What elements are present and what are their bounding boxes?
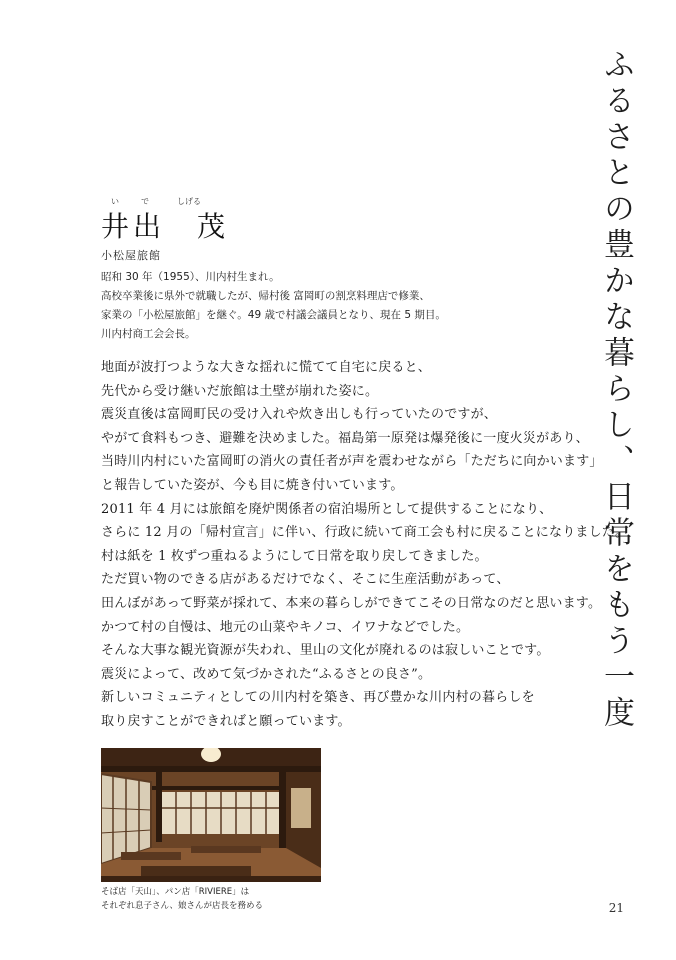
profile-name-block xyxy=(101,196,229,263)
bio-line: 高校卒業後に県外で就職したが、帰村後 富岡町の割烹料理店で修業、 xyxy=(101,290,430,302)
page-number: 21 xyxy=(608,901,624,915)
profile-bio xyxy=(101,268,541,344)
ruby-shigeru: しげる xyxy=(177,197,201,206)
body-line: 震災直後は富岡町民の受け入れや炊き出しも行っていたのですが、 xyxy=(101,407,498,423)
body-line: 震災によって、改めて気づかされた“ふるさとの良さ”。 xyxy=(101,666,432,682)
affiliation: 小松屋旅館 xyxy=(101,249,161,262)
body-line: そんな大事な観光資源が失われ、里山の文化が廃れるのは寂しいことです。 xyxy=(101,643,550,659)
caption-line: そば店「天山」、パン店「RIVIERE」は xyxy=(101,887,250,897)
person-name: 井出 茂 xyxy=(101,210,230,243)
body-line: 2011 年 4 月には旅館を廃炉関係者の宿泊場所として提供することになり、 xyxy=(101,501,553,517)
bio-line: 家業の「小松屋旅館」を継ぐ。49 歳で村議会議員となり、現在 5 期目。 xyxy=(101,309,446,321)
name-ruby xyxy=(101,196,229,210)
body-line: かつて村の自慢は、地元の山菜やキノコ、イワナなどでした。 xyxy=(101,619,470,635)
body-line: 地面が波打つような大きな揺れに慌てて自宅に戻ると、 xyxy=(101,360,432,375)
body-line: 取り戻すことができればと願っています。 xyxy=(101,713,351,729)
body-line: 新しいコミュニティとしての川内村を築き、再び豊かな川内村の暮らしを xyxy=(101,690,535,706)
title-line-2: 日常をもう一度 xyxy=(598,480,634,732)
photo-caption xyxy=(101,885,263,913)
bio-line: 川内村商工会会長。 xyxy=(101,328,196,340)
ryokan-interior-photo xyxy=(101,748,321,882)
ruby-i: い xyxy=(111,197,119,206)
body-line: と報告していた姿が、今も目に焼き付いています。 xyxy=(101,477,404,493)
body-text xyxy=(101,356,641,734)
body-line: 先代から受け継いだ旅館は土壁が崩れた姿に。 xyxy=(101,383,379,399)
body-line: 田んぼがあって野菜が採れて、本来の暮らしができてこその日常なのだと思います。 xyxy=(101,595,602,611)
ruby-de: で xyxy=(141,197,149,206)
body-line: やがて食料もつき、避難を決めました。福島第一原発は爆発後に一度火災があり、 xyxy=(101,430,589,446)
body-line: 当時川内村にいた富岡町の消火の責任者が声を震わせながら「ただちに向かいます」 xyxy=(101,454,603,470)
caption-line: それぞれ息子さん、娘さんが店長を務める xyxy=(101,901,264,911)
body-line: さらに 12 月の「帰村宣言」に伴い、行政に続いて商工会も村に戻ることになりました。 xyxy=(101,525,629,541)
body-line: 村は紙を 1 枚ずつ重ねるようにして日常を取り戻してきました。 xyxy=(101,548,488,564)
title-line-1: ふるさとの豊かな暮らし、 xyxy=(598,48,634,480)
bio-line: 昭和 30 年（1955）、川内村生まれ。 xyxy=(101,271,280,283)
body-line: ただ買い物のできる店があるだけでなく、そこに生産活動があって、 xyxy=(101,572,510,588)
